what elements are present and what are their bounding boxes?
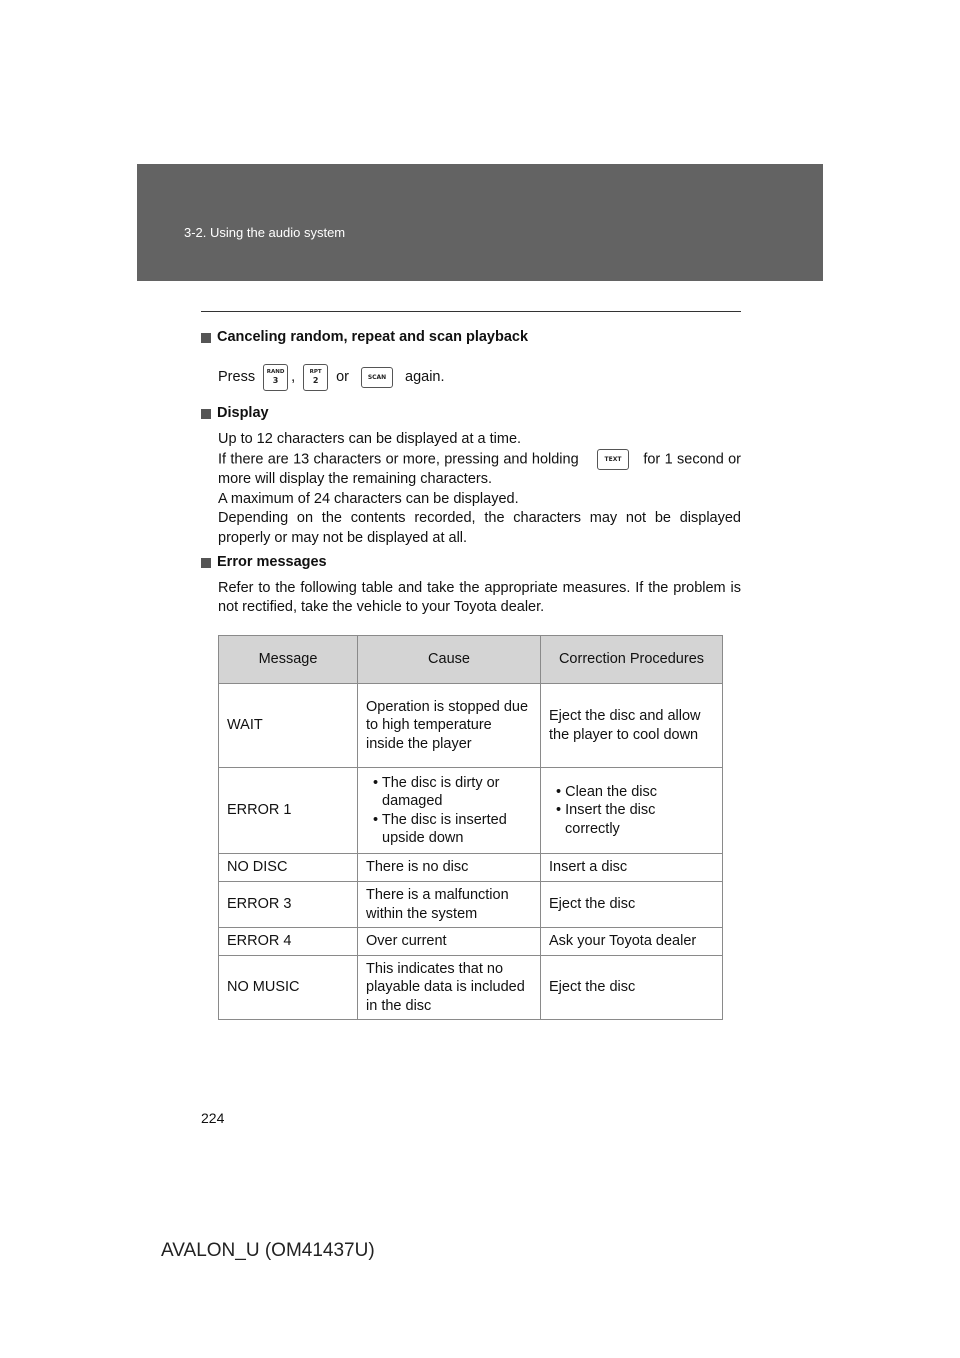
scan-button[interactable]: SCAN [361, 367, 393, 388]
display-section [201, 404, 741, 548]
page-number: 224 [201, 1110, 225, 1126]
errors-intro: Refer to the following table and take the appropriate measures. If the problem is not rectified, take the vehicle to your Toyota dealer. [218, 579, 741, 615]
text-button[interactable]: TEXT [597, 449, 629, 470]
bullet-square-icon [201, 409, 211, 419]
cause-list: • The disc is dirty or damaged • The disc is inserted upside down [373, 774, 507, 846]
bullet-square-icon [201, 333, 211, 343]
canceling-section [201, 328, 741, 392]
press-instruction: Press RAND 3 , RPT 2 or SCAN again. [218, 364, 741, 392]
column-header: Cause [358, 636, 541, 684]
table-row: ERROR 3 There is a malfunction within the system Eject the disc [219, 882, 723, 928]
display-heading: Display [201, 404, 741, 424]
header-band [137, 164, 823, 281]
section-title: 3-2. Using the audio system [184, 225, 346, 240]
document-id: AVALON_U (OM41437U) [161, 1240, 375, 1261]
display-hold-text: If there are 13 characters or more, pressing and holding TEXT for 1 second or more will display the remaining characters. [218, 449, 741, 490]
table-row: WAIT Operation is stopped due to high temperature inside the player Eject the disc and allow the player to cool down [219, 684, 723, 768]
errors-heading: Error messages [201, 553, 741, 573]
column-header: Correction Procedures [541, 636, 723, 684]
display-text: Up to 12 characters can be displayed at a time. If there are 13 characters or more, pressing and holding TEXT for 1 second or more will display the remaining characters. A maximum of 24 characters can be displayed. Depending on the contents recorded, the characters may not be displayed properly or may not be displayed at all. [218, 430, 741, 546]
table-row: ERROR 1 • The disc is dirty or damaged • The disc is inserted upside down • Clean the disc • Insert the disc correctly [219, 768, 723, 854]
table-header-row [219, 636, 723, 684]
error-messages-table [218, 635, 723, 1020]
table-row: NO DISC There is no disc Insert a disc [219, 854, 723, 882]
column-header: Message [219, 636, 358, 684]
rand-3-button[interactable]: RAND 3 [263, 364, 288, 391]
divider [201, 311, 741, 312]
table-row: NO MUSIC This indicates that no playable data is included in the disc Eject the disc [219, 956, 723, 1020]
table-row: ERROR 4 Over current Ask your Toyota dealer [219, 928, 723, 956]
errors-section [201, 553, 741, 618]
bullet-square-icon [201, 558, 211, 568]
correction-list: • Clean the disc • Insert the disc correctly [556, 783, 657, 837]
canceling-heading: Canceling random, repeat and scan playback [201, 328, 741, 348]
rpt-2-button[interactable]: RPT 2 [303, 364, 328, 391]
